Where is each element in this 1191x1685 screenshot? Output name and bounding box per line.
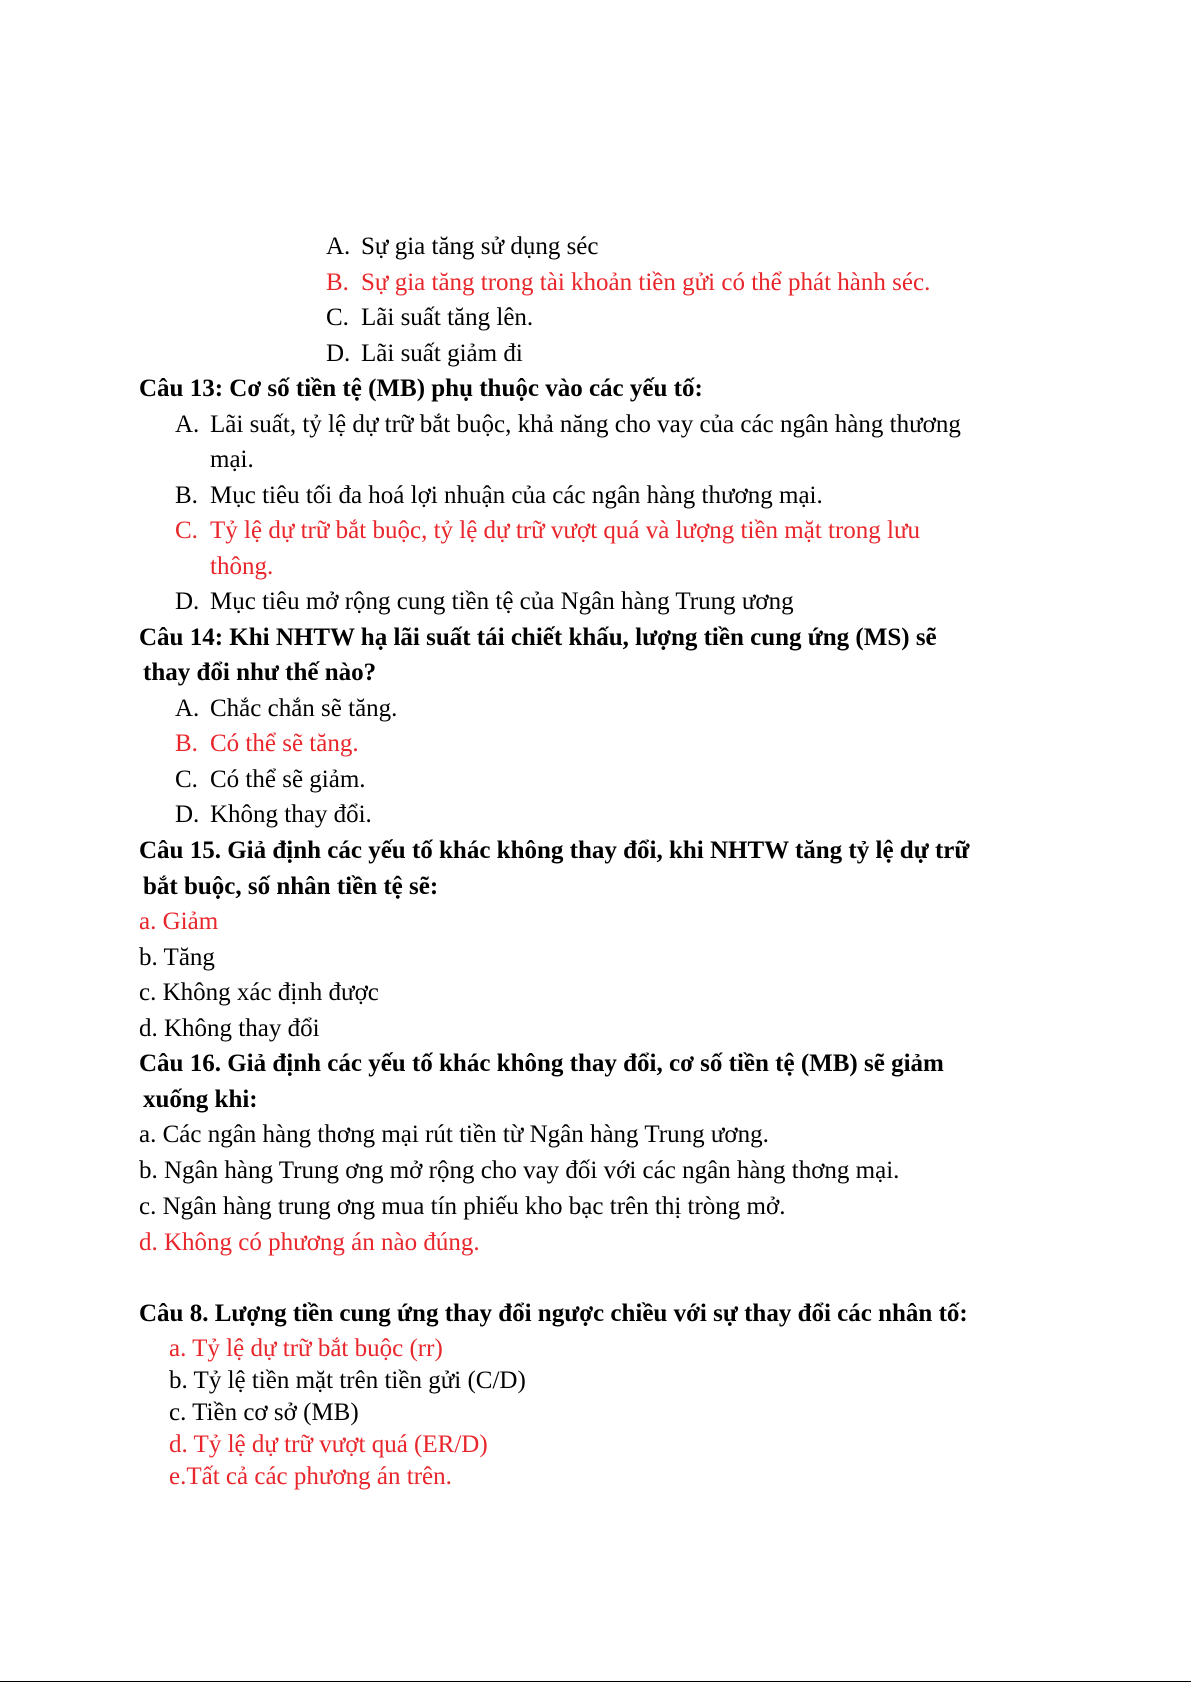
q8-option-a-answer: a. Tỷ lệ dự trữ bắt buộc (rr) — [169, 1335, 443, 1362]
q12-option-d — [326, 337, 523, 371]
q13-option-d — [175, 585, 794, 619]
q13-option-c-cont: thông. — [210, 553, 274, 580]
q15-title: Câu 15. Giả định các yếu tố khác không thay đổi, khi NHTW tăng tỷ lệ dự trữ — [139, 837, 970, 864]
option-label: B. — [175, 482, 198, 509]
option-label: D. — [175, 801, 200, 828]
option-text: Tỷ lệ dự trữ bắt buộc, tỷ lệ dự trữ vượt quá và lượng tiền mặt trong lưu — [210, 517, 921, 544]
q8-option-b: b. Tỷ lệ tiền mặt trên tiền gửi (C/D) — [169, 1367, 526, 1394]
option-label: C. — [326, 304, 349, 331]
q14-title-cont: thay đổi như thế nào? — [143, 659, 377, 686]
option-text: Lãi suất giảm đi — [361, 340, 523, 367]
q13-option-a — [175, 408, 961, 442]
option-text: Có thể sẽ giảm. — [210, 766, 366, 793]
q13-option-b — [175, 479, 823, 513]
q15-title-cont: bắt buộc, số nhân tiền tệ sẽ: — [143, 873, 439, 900]
q8-option-d-answer: d. Tỷ lệ dự trữ vượt quá (ER/D) — [169, 1431, 488, 1458]
q16-option-a: a. Các ngân hàng thơng mại rút tiền từ Ngân hàng Trung ương. — [139, 1121, 769, 1148]
q15-option-b: b. Tăng — [139, 944, 215, 971]
option-label: C. — [175, 517, 198, 544]
q16-option-c: c. Ngân hàng trung ơng mua tín phiếu kho bạc trên thị tròng mở. — [139, 1193, 786, 1220]
q8-title: Câu 8. Lượng tiền cung ứng thay đổi ngược chiều với sự thay đổi các nhân tố: — [139, 1300, 968, 1327]
q12-option-c — [326, 301, 533, 335]
q13-title: Câu 13: Cơ số tiền tệ (MB) phụ thuộc vào các yếu tố: — [139, 375, 703, 402]
option-label: B. — [326, 269, 349, 296]
q8-option-c: c. Tiền cơ sở (MB) — [169, 1399, 359, 1426]
q13-option-a-cont: mại. — [210, 446, 254, 473]
q8-option-e-answer: e.Tất cả các phương án trên. — [169, 1463, 452, 1490]
option-text: Chắc chắn sẽ tăng. — [210, 695, 398, 722]
option-label: B. — [175, 730, 198, 757]
q16-title: Câu 16. Giả định các yếu tố khác không thay đổi, cơ số tiền tệ (MB) sẽ giảm — [139, 1050, 944, 1077]
page-bottom-rule — [0, 1681, 1191, 1682]
option-text: Không thay đổi. — [210, 801, 372, 828]
option-text: Có thể sẽ tăng. — [210, 730, 359, 757]
q16-option-d-answer: d. Không có phương án nào đúng. — [139, 1229, 480, 1256]
q15-option-a-answer: a. Giảm — [139, 908, 219, 935]
q15-option-d: d. Không thay đổi — [139, 1015, 320, 1042]
option-text: Lãi suất, tỷ lệ dự trữ bắt buộc, khả năng cho vay của các ngân hàng thương — [210, 411, 961, 438]
option-label: D. — [326, 340, 351, 367]
option-text: Mục tiêu tối đa hoá lợi nhuận của các ngân hàng thương mại. — [210, 482, 823, 509]
q12-option-b-answer — [326, 266, 930, 300]
q14-option-a — [175, 692, 397, 726]
option-text: Lãi suất tăng lên. — [361, 304, 534, 331]
q13-option-c-answer — [175, 514, 920, 548]
q14-option-b-answer — [175, 727, 359, 761]
option-label: A. — [175, 695, 200, 722]
q14-title: Câu 14: Khi NHTW hạ lãi suất tái chiết khấu, lượng tiền cung ứng (MS) sẽ — [139, 624, 937, 651]
option-text: Mục tiêu mở rộng cung tiền tệ của Ngân hàng Trung ương — [210, 588, 794, 615]
option-label: C. — [175, 766, 198, 793]
option-text: Sự gia tăng trong tài khoản tiền gửi có thể phát hành séc. — [361, 269, 931, 296]
q12-option-a — [326, 230, 599, 264]
option-label: D. — [175, 588, 200, 615]
option-text: Sự gia tăng sử dụng séc — [361, 233, 599, 260]
q15-option-c: c. Không xác định được — [139, 979, 379, 1006]
option-label: A. — [175, 411, 200, 438]
q16-title-cont: xuống khi: — [143, 1086, 258, 1113]
q16-option-b: b. Ngân hàng Trung ơng mở rộng cho vay đối với các ngân hàng thơng mại. — [139, 1157, 900, 1184]
option-label: A. — [326, 233, 351, 260]
q14-option-d — [175, 798, 372, 832]
q14-option-c — [175, 763, 366, 797]
